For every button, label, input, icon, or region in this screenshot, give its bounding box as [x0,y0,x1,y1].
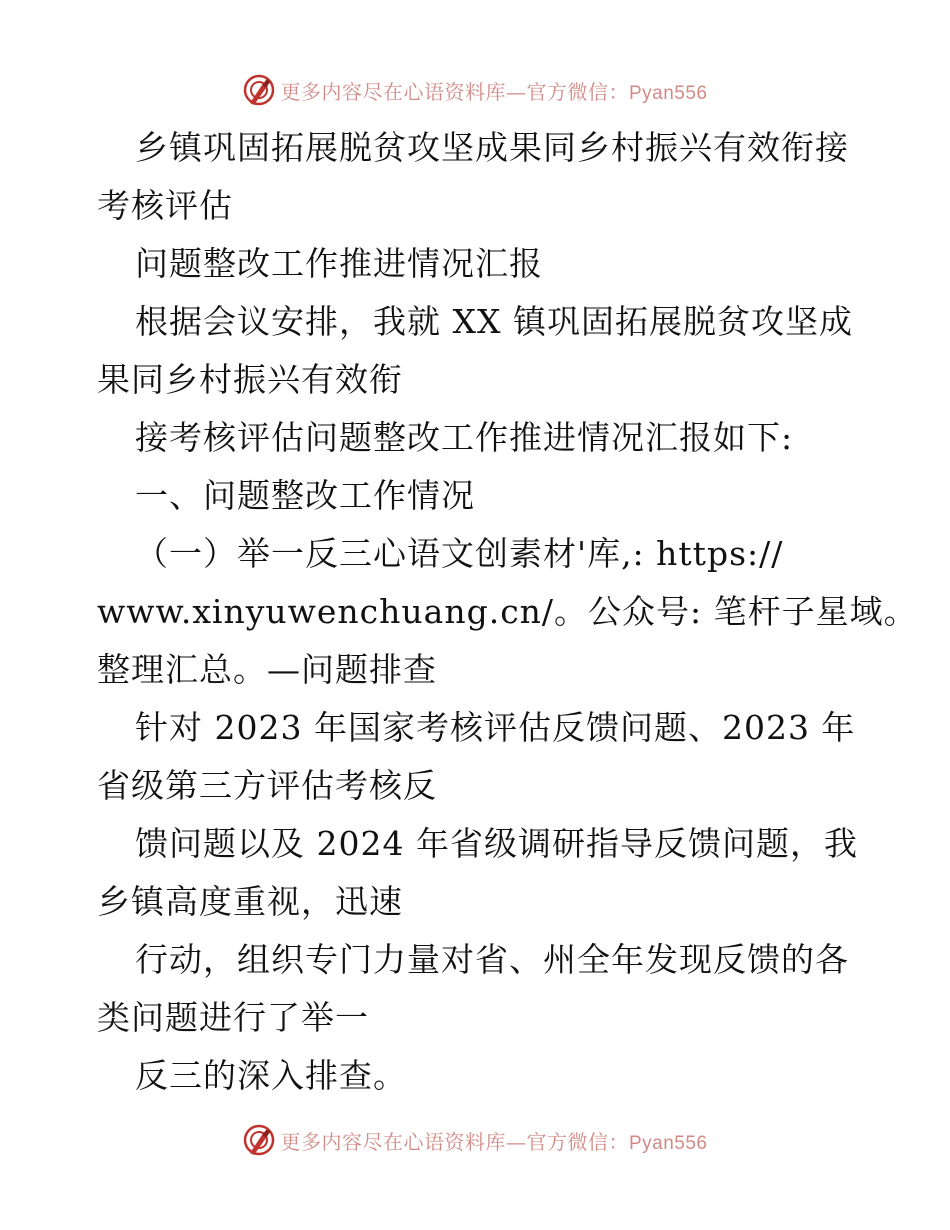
paragraph-line: 馈问题以及 2024 年省级调研指导反馈问题，我 [135,824,858,863]
logo-pen-icon [242,1123,276,1157]
paragraph-line: 针对 2023 年国家考核评估反馈问题、2023 年 [135,708,856,747]
subtitle-line: 问题整改工作推进情况汇报 [135,244,543,283]
paragraph-line: 整理汇总。—问题排查 [97,650,437,689]
footer-banner [0,1120,950,1160]
banner-wechat-id: Pyan556 [628,1132,708,1154]
paragraph-line: 省级第三方评估考核反 [97,766,437,805]
paragraph-line: 反三的深入排查。 [135,1056,407,1095]
paragraph-line: 根据会议安排，我就 XX 镇巩固拓展脱贫攻坚成 [135,302,853,341]
banner-text: 更多内容尽在心语资料库—官方微信：Pyan556 [280,79,708,104]
title-line-2: 考核评估 [97,186,233,225]
document-body [97,119,918,1105]
paragraph-line: 行动，组织专门力量对省、州全年发现反馈的各 [135,940,849,979]
paragraph-line: www.xinyuwenchuang.cn/。公众号: 笔杆子星域。 [97,592,918,631]
paragraph-line: 类问题进行了举一 [97,998,369,1037]
section-heading: 一、问题整改工作情况 [135,476,475,515]
title-line-1: 乡镇巩固拓展脱贫攻坚成果同乡村振兴有效衔接 [135,128,849,167]
header-banner [0,70,950,110]
paragraph-line: 果同乡村振兴有效衔 [97,360,403,399]
banner-text: 更多内容尽在心语资料库—官方微信：Pyan556 [280,1129,708,1154]
paragraph-line: 接考核评估问题整改工作推进情况汇报如下: [135,418,794,457]
logo-pen-icon [242,73,276,107]
banner-wechat-id: Pyan556 [628,82,708,104]
paragraph-line: 乡镇高度重视，迅速 [97,882,403,921]
paragraph-line: （一）举一反三心语文创素材'库,: https:// [135,534,784,573]
